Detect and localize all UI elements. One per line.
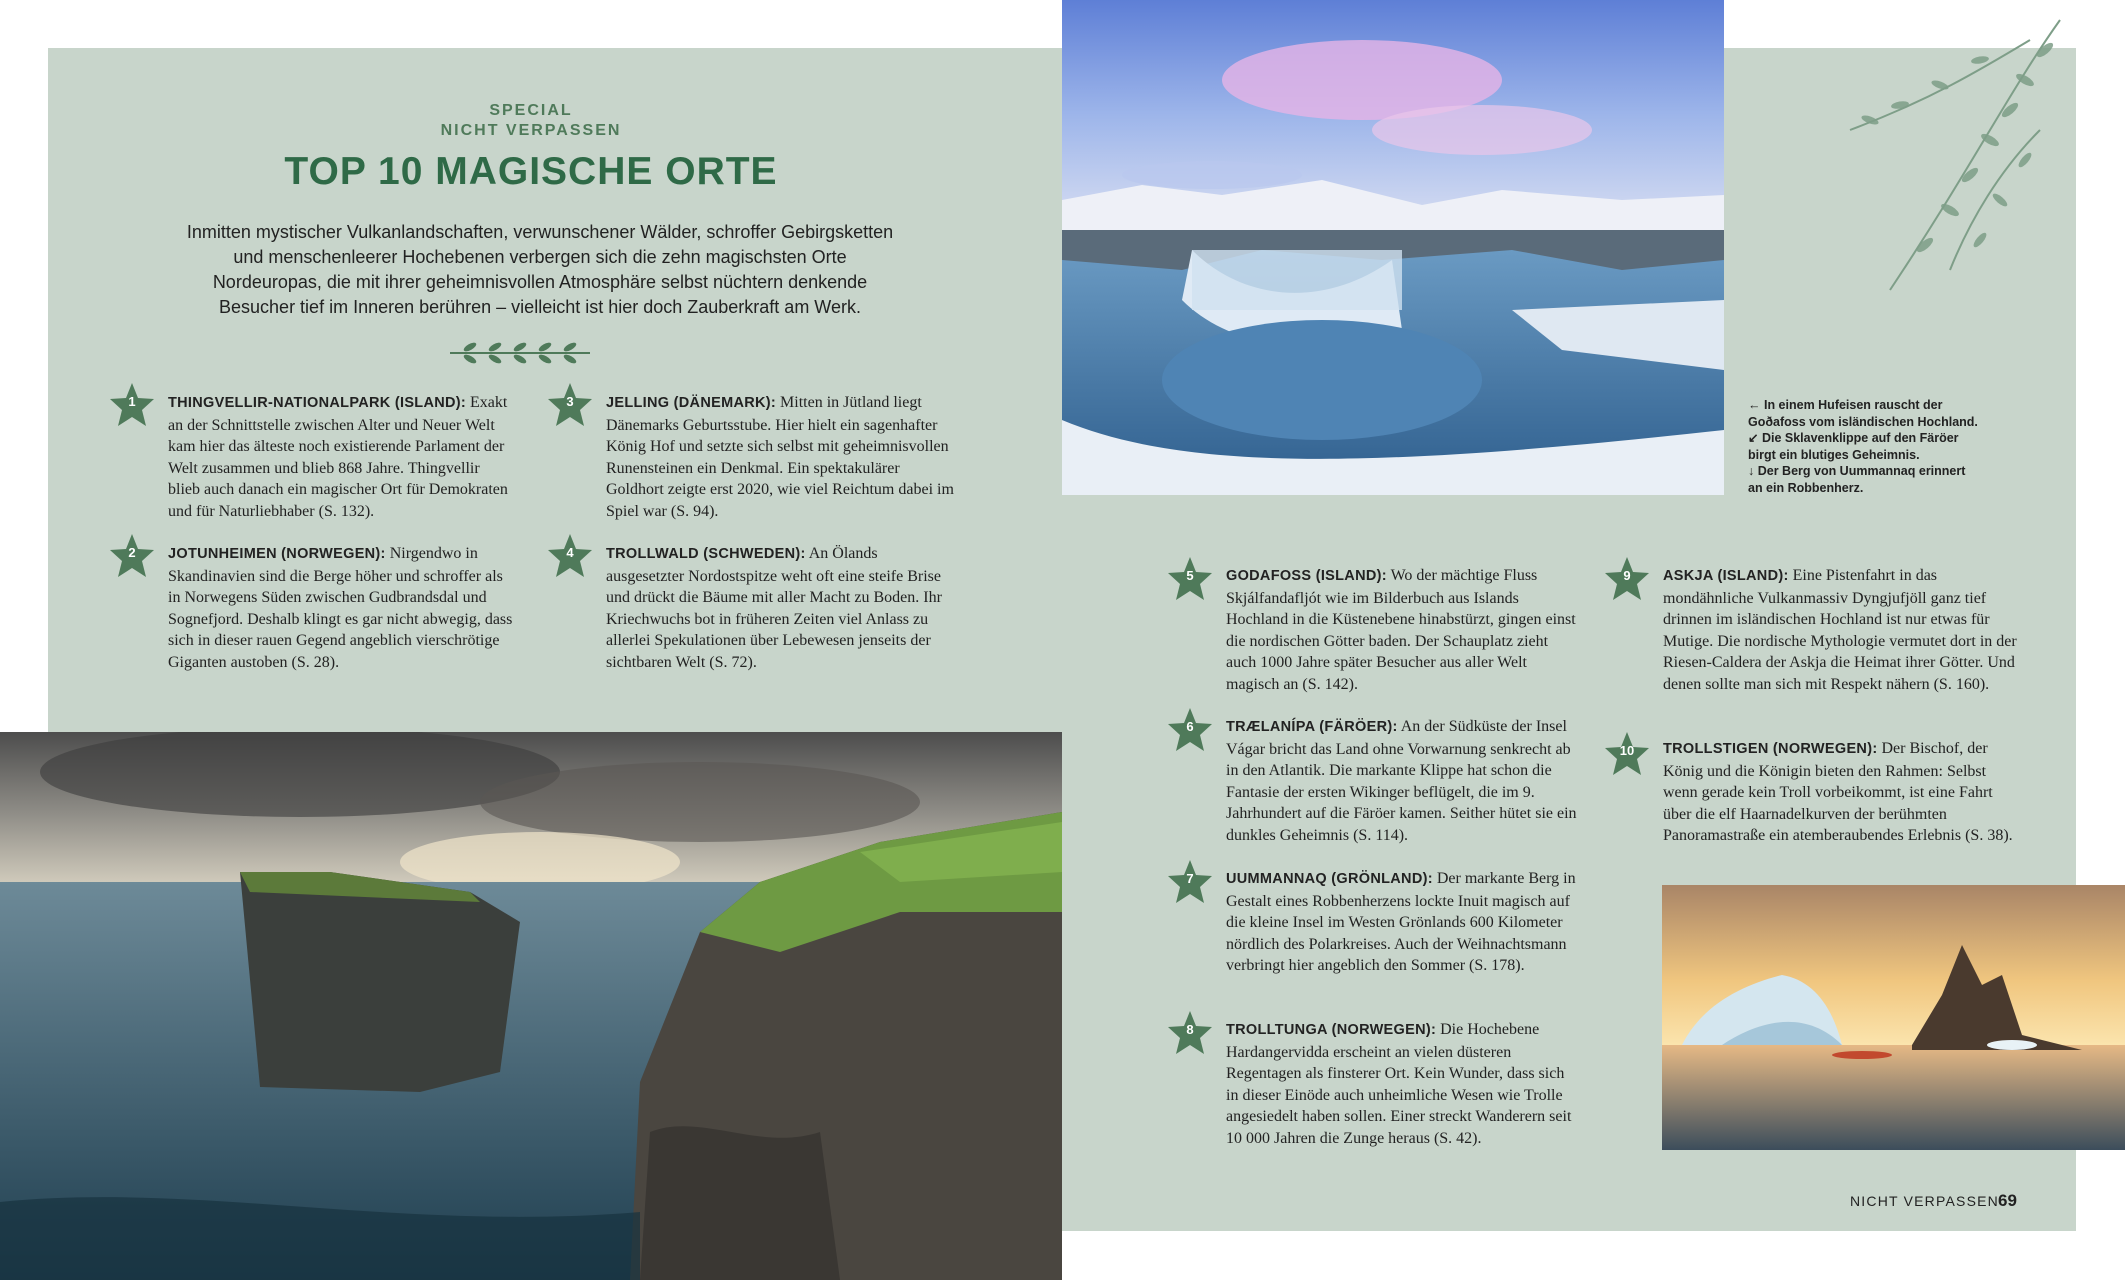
caption-godafoss: ← In einem Hufeisen rauscht der Goðafoss vom isländischen Hochland. <box>1748 398 1978 429</box>
caption-slave-cliff: ↙ Die Sklavenklippe auf den Färöer birgt ein blutiges Geheimnis. <box>1748 431 1959 462</box>
entry-askja: ASKJA (ISLAND): Eine Pistenfahrt in das mondähnliche Vulkanmassiv Dyngjufjöll ganz tief drinnen im isländischen Hochland ist nur etwas für Mutige. Die nordische Mythologie vermutet dort in der Riesen-Caldera der Askja die Heimat ihrer Götter. Und denen sollte man sich mit Respekt nähern (S. 160). <box>1663 567 2017 693</box>
entry-trollwald: TROLLWALD (SCHWEDEN): An Ölands ausgesetzter Nordostspitze weht oft eine steife Brise und drückt die Bäume mit aller Macht zu Boden. Ihr Kriechwuchs bot in früheren Zeiten viel Anlass zu allerlei Spekulationen über Lebewesen jenseits der sichtbaren Welt (S. 72). <box>606 545 942 671</box>
entry-uummannaq: UUMMANNAQ (GRÖNLAND): Der markante Berg in Gestalt eines Robbenherzens lockte Inuit magisch auf die kleine Insel im Westen Grönlands 600 Kilometer nördlich des Polarkreises. Auch der Weihnachtsmann verbringt hier angeblich den Sommer (S. 178). <box>1226 870 1576 975</box>
star-badge-9: 9 <box>1603 555 1651 603</box>
entry-trollstigen: TROLLSTIGEN (NORWEGEN): Der Bischof, der König und die Königin bieten den Rahmen: Selbst wenn gerade kein Troll vorbeikommt, ist eine Fahrt über die elf Haarnadelkurven der berühmten Panoramastraße ein atemberaubendes Erlebnis (S. 38). <box>1663 740 2013 845</box>
photo-uummannaq-iceberg <box>1662 885 2125 1150</box>
entry-godafoss: GODAFOSS (ISLAND): Wo der mächtige Fluss Skjálfandafljót wie im Bilderbuch aus Islands Hochland in die Küstenebene hinabstürzt, gingen einst die nordischen Götter baden. Der Schauplatz zieht auch 1000 Jahre später Besucher aus aller Welt magisch an (S. 142). <box>1226 567 1576 693</box>
star-badge-8: 8 <box>1166 1009 1214 1057</box>
photo-captions <box>1748 397 1978 497</box>
star-badge-2: 2 <box>108 532 156 580</box>
entry-jelling: JELLING (DÄNEMARK): Mitten in Jütland liegt Dänemarks Geburtsstube. Hier hielt ein sagenhafter König Hof und setzte sich selbst mit geheimnisvollen Runensteinen ein Denkmal. Ein spektakulärer Goldhort zeigte erst 2020, wie viel Reichtum dabei im Spiel war (S. 94). <box>606 394 954 520</box>
entry-thingvellir: THINGVELLIR-NATIONALPARK (ISLAND): Exakt an der Schnittstelle zwischen Alter und Neuer Welt kam hier das älteste noch existierende Parlament der Welt zusammen und blieb 868 Jahre. Thingvellir blieb auch danach ein magischer Ort für Demokraten und für Naturliebhaber (S. 132). <box>168 394 508 520</box>
entry-jotunheimen: JOTUNHEIMEN (NORWEGEN): Nirgendwo in Skandinavien sind die Berge höher und schroffer als in Norwegens Süden zwischen Gudbrandsdal und Sognefjord. Deshalb klingt es gar nicht abwegig, dass sich in dieser rauen Gegend angeblich vierschrötige Giganten austoben (S. 28). <box>168 545 513 671</box>
leaf-branch-icon <box>1830 10 2080 310</box>
sprig-divider-icon <box>445 338 595 368</box>
footer-section-label: NICHT VERPASSEN <box>1850 1193 1999 1209</box>
photo-godafoss-waterfall <box>1062 0 1724 495</box>
star-badge-5: 5 <box>1166 555 1214 603</box>
entry-trolltunga: TROLLTUNGA (NORWEGEN): Die Hochebene Hardangervidda erscheint an vielen düsteren Regentagen als finsterer Ort. Kein Wunder, dass sich in dieser Einöde auch unheimliche Wesen wie Trolle angesiedelt haben sollen. Einer streckt Wanderern seit 10 000 Jahren die Zunge heraus (S. 42). <box>1226 1021 1572 1147</box>
kicker-nicht-verpassen: NICHT VERPASSEN <box>440 122 622 139</box>
entry-traelanipa: TRÆLANÍPA (FÄRÖER): An der Südküste der Insel Vágar bricht das Land ohne Vorwarnung senkrecht ab in den Atlantik. Die markante Klippe hat schon die Fantasie der ersten Wikinger beflügelt, die im 9. Jahrhundert auf die Färöer kamen. Seither hütet sie ein dunkles Geheimnis (S. 114). <box>1226 718 1577 844</box>
kicker-special: SPECIAL <box>489 102 573 119</box>
page-number: 69 <box>1998 1191 2017 1210</box>
intro-paragraph: Inmitten mystischer Vulkanlandschaften, verwunschener Wälder, schroffer Gebirgsketten und menschenleerer Hochebenen verbergen sich die zehn magischsten Orte Nordeuropas, die mit ihrer geheimnisvollen Atmosphäre selbst nüchtern denkende Besucher tief im Inneren berühren – vielleicht ist hier doch Zauberkraft am Werk. <box>186 222 894 317</box>
star-badge-4: 4 <box>546 532 594 580</box>
star-badge-10: 10 <box>1603 730 1651 778</box>
caption-uummannaq: ↓ Der Berg von Uummannaq erinnert an ein Robbenherz. <box>1748 464 1966 495</box>
star-badge-7: 7 <box>1166 858 1214 906</box>
star-badge-3: 3 <box>546 381 594 429</box>
star-badge-1: 1 <box>108 381 156 429</box>
page-title: TOP 10 MAGISCHE ORTE <box>284 150 778 193</box>
photo-traelanipa-cliff <box>0 732 1062 1280</box>
star-badge-6: 6 <box>1166 706 1214 754</box>
